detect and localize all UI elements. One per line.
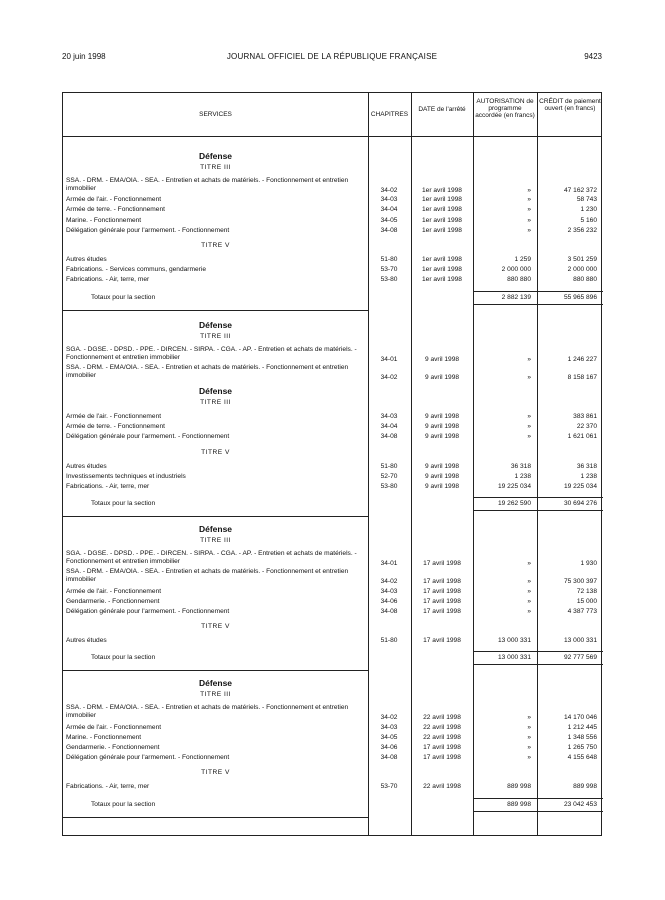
table-row [63, 412, 601, 421]
service-label: Armée de l'air. - Fonctionnement [66, 413, 162, 420]
credit-cell: 8 158 167 [567, 373, 597, 381]
total-rule [473, 291, 603, 292]
autorisation-cell: » [527, 413, 531, 420]
table-row [63, 472, 601, 481]
credit-cell: 58 743 [576, 196, 597, 204]
credit-cell: 15 000 [576, 597, 597, 605]
service-label: SSA. - DRM. - EMA/OIA. - SEA. - Entretien et achats de matériels. - Fonctionnement et entretien immobilier [66, 363, 349, 379]
table-row [63, 733, 601, 742]
table-row [63, 346, 601, 364]
autorisation-cell: » [527, 714, 531, 722]
total-row [63, 499, 601, 508]
table-row [63, 364, 601, 382]
autorisation-cell: » [527, 578, 531, 586]
total-rule [473, 651, 603, 652]
autorisation-cell: » [527, 733, 531, 741]
section-title: Défense [198, 386, 233, 396]
service-label: Délégation générale pour l'armement. - Fonctionnement [66, 608, 230, 615]
total-row [63, 293, 601, 302]
credit-cell: 5 160 [580, 216, 597, 224]
table-row [63, 568, 601, 586]
service-label: Fabrications. - Air, terre, mer [66, 483, 150, 490]
table-row [63, 265, 601, 274]
chapitre-cell: 53-70 [380, 266, 398, 274]
autorisation-cell: 1 259 [514, 256, 531, 263]
section-separator [63, 310, 368, 311]
autorisation-cell: » [527, 216, 531, 224]
total-rule [473, 664, 603, 665]
table-row [63, 432, 601, 441]
service-label: SGA. - DGSE. - DPSD. - PPE. - DIRCEN. - SIRPA. - CGA. - AP. - Entretien et achats de matériels. - Fonctionnement et entretien immobilier [66, 345, 357, 361]
autorisation-cell: » [527, 723, 531, 731]
chapitre-cell: 34-02 [380, 714, 398, 722]
date-cell: 1er avril 1998 [422, 276, 462, 284]
chapitre-cell: 34-06 [380, 597, 398, 605]
table-row [63, 607, 601, 616]
credit-cell: 75 300 397 [563, 578, 597, 586]
date-cell: 9 avril 1998 [424, 472, 460, 480]
service-label: Armée de l'air. - Fonctionnement [66, 196, 162, 204]
section-title: Défense [198, 678, 233, 689]
table-row [63, 753, 601, 762]
service-label: SSA. - DRM. - EMA/OIA. - SEA. - Entretien et achats de matériels. - Fonctionnement et entretien immobilier [66, 568, 349, 584]
total-credit: 23 042 453 [563, 800, 597, 808]
credit-cell: 4 387 773 [567, 608, 597, 615]
total-label: Totaux pour la section [91, 654, 156, 662]
credit-cell: 889 998 [573, 783, 597, 791]
section-title: Défense [198, 151, 233, 161]
total-label: Totaux pour la section [91, 293, 156, 301]
chapitre-cell: 34-08 [380, 608, 398, 615]
total-rule [473, 798, 603, 799]
chapitre-cell: 34-04 [380, 423, 398, 431]
credit-cell: 2 000 000 [567, 266, 597, 274]
titre-label: TITRE III [200, 164, 231, 171]
date-cell: 22 avril 1998 [423, 733, 461, 741]
total-rule [473, 497, 603, 498]
credit-cell: 1 212 445 [567, 723, 597, 731]
autorisation-cell: » [527, 608, 531, 615]
chapitre-cell: 34-05 [380, 733, 398, 741]
service-label: Autres études [66, 637, 107, 645]
chapitre-cell: 34-02 [380, 578, 398, 586]
service-label: Délégation générale pour l'armement. - Fonctionnement [66, 433, 230, 441]
table-row [63, 216, 601, 225]
credit-cell: 72 138 [576, 587, 597, 595]
credit-cell: 1 930 [580, 560, 597, 568]
date-cell: 17 avril 1998 [423, 608, 461, 615]
titre-label: TITRE III [200, 332, 231, 340]
chapitre-cell: 34-01 [380, 560, 398, 568]
credit-cell: 22 370 [576, 423, 597, 431]
date-cell: 9 avril 1998 [424, 462, 460, 470]
credit-cell: 1 621 061 [567, 433, 597, 441]
service-label: Gendarmerie. - Fonctionnement [66, 597, 160, 605]
chapitre-cell: 51-80 [380, 637, 398, 645]
titre-label: TITRE V [201, 242, 230, 249]
chapitre-cell: 34-02 [380, 187, 398, 194]
total-row [63, 653, 601, 662]
credit-cell: 36 318 [576, 462, 597, 470]
date-cell: 1er avril 1998 [422, 226, 462, 234]
chapitre-cell: 53-80 [380, 276, 398, 284]
header-autorisation: AUTORISATION de programme accordée (en francs) [475, 98, 535, 119]
credit-cell: 3 501 259 [567, 256, 597, 263]
credit-cell: 1 265 750 [567, 744, 597, 751]
service-label: Armée de terre. - Fonctionnement [66, 423, 165, 431]
date-cell: 17 avril 1998 [423, 560, 461, 568]
total-rule [473, 304, 603, 305]
table-row [63, 782, 601, 791]
table [62, 92, 602, 836]
section-separator [63, 516, 368, 517]
autorisation-cell: » [527, 423, 531, 431]
date-cell: 17 avril 1998 [423, 754, 461, 762]
autorisation-cell: » [527, 587, 531, 595]
service-label: Fabrications. - Air, terre, mer [66, 276, 150, 284]
section-title: Défense [198, 524, 233, 535]
total-autorisation: 2 882 139 [501, 293, 531, 301]
chapitre-cell: 53-80 [380, 483, 398, 490]
date-cell: 9 avril 1998 [424, 483, 460, 490]
total-row [63, 800, 601, 809]
service-label: Délégation générale pour l'armement. - Fonctionnement [66, 226, 230, 234]
autorisation-cell: » [527, 744, 531, 751]
titre-label: TITRE III [200, 537, 231, 545]
section-separator [63, 670, 368, 671]
header-chapitres: CHAPITRES [370, 111, 409, 118]
date-cell: 1er avril 1998 [422, 266, 462, 274]
service-label: Gendarmerie. - Fonctionnement [66, 744, 160, 751]
total-label: Totaux pour la section [91, 500, 156, 508]
service-label: SGA. - DGSE. - DPSD. - PPE. - DIRCEN. - SIRPA. - CGA. - AP. - Entretien et achats de matériels. - Fonctionnement et entretien immobilier [66, 550, 357, 566]
chapitre-cell: 34-05 [380, 216, 398, 224]
autorisation-cell: 880 880 [507, 276, 531, 284]
autorisation-cell: 889 998 [507, 783, 531, 791]
autorisation-cell: » [527, 187, 531, 194]
chapitre-cell: 34-02 [380, 373, 398, 381]
credit-cell: 2 356 232 [567, 226, 597, 234]
credit-cell: 880 880 [573, 276, 597, 284]
credit-cell: 1 230 [580, 206, 597, 214]
date-cell: 9 avril 1998 [424, 413, 460, 420]
table-row [63, 597, 601, 606]
table-row [63, 743, 601, 752]
chapitre-cell: 34-08 [380, 226, 398, 234]
chapitre-cell: 34-06 [380, 744, 398, 751]
service-label: Fabrications. - Services communs, gendarmerie [66, 266, 206, 274]
credit-cell: 383 861 [573, 413, 597, 420]
autorisation-cell: » [527, 196, 531, 204]
credit-cell: 13 000 331 [563, 637, 597, 645]
date-cell: 17 avril 1998 [423, 578, 461, 586]
service-label: Armée de terre. - Fonctionnement [66, 206, 165, 214]
journal-title: JOURNAL OFFICIEL DE LA RÉPUBLIQUE FRANÇAISE [226, 52, 438, 61]
autorisation-cell: » [527, 754, 531, 762]
chapitre-cell: 34-03 [380, 196, 398, 204]
autorisation-cell: » [527, 206, 531, 214]
titre-label: TITRE V [201, 623, 230, 631]
credit-cell: 19 225 034 [563, 483, 597, 490]
service-label: Armée de l'air. - Fonctionnement [66, 723, 162, 731]
table-row [63, 462, 601, 471]
total-rule [473, 510, 603, 511]
autorisation-cell: » [527, 355, 531, 363]
table-row [63, 422, 601, 431]
autorisation-cell: » [527, 433, 531, 441]
date-cell: 9 avril 1998 [424, 433, 460, 441]
date-cell: 9 avril 1998 [424, 423, 460, 431]
table-body [63, 93, 601, 835]
date-cell: 1er avril 1998 [422, 216, 462, 224]
credit-cell: 14 170 046 [563, 714, 597, 722]
header-services: SERVICES [199, 111, 232, 118]
chapitre-cell: 34-08 [380, 754, 398, 762]
table-row [63, 275, 601, 284]
chapitre-cell: 34-03 [380, 413, 398, 420]
autorisation-cell: 36 318 [510, 462, 531, 470]
date-cell: 9 avril 1998 [424, 355, 460, 363]
table-row [63, 723, 601, 732]
autorisation-cell: » [527, 373, 531, 381]
service-label: Autres études [66, 462, 107, 470]
chapitre-cell: 34-03 [380, 723, 398, 731]
credit-cell: 4 155 648 [567, 754, 597, 762]
total-credit: 55 965 896 [563, 293, 597, 301]
total-autorisation: 889 998 [507, 800, 531, 808]
chapitre-cell: 51-80 [380, 462, 398, 470]
autorisation-cell: » [527, 226, 531, 234]
service-label: Investissements techniques et industriels [66, 472, 186, 480]
titre-label: TITRE V [201, 448, 230, 456]
chapitre-cell: 34-01 [380, 355, 398, 363]
table-row [63, 482, 601, 491]
autorisation-cell: 13 000 331 [497, 637, 531, 645]
chapitre-cell: 51-80 [380, 256, 398, 263]
table-row [63, 636, 601, 645]
page-header [62, 52, 602, 64]
chapitre-cell: 53-70 [380, 783, 398, 791]
total-autorisation: 13 000 331 [497, 654, 531, 662]
page-number: 9423 [584, 52, 602, 61]
service-label: Marine. - Fonctionnement [66, 216, 142, 224]
table-row [63, 704, 601, 722]
date-cell: 1er avril 1998 [422, 206, 462, 214]
service-label: SSA. - DRM. - EMA/OIA. - SEA. - Entretien et achats de matériels. - Fonctionnement et entretien immobilier [66, 704, 349, 720]
table-row [63, 550, 601, 568]
service-label: Fabrications. - Air, terre, mer [66, 783, 150, 791]
date-cell: 9 avril 1998 [424, 373, 460, 381]
titre-label: TITRE V [201, 769, 230, 777]
table-row [63, 255, 601, 264]
total-credit: 92 777 569 [563, 654, 597, 662]
date-cell: 17 avril 1998 [423, 637, 461, 645]
chapitre-cell: 34-04 [380, 206, 398, 214]
titre-label: TITRE III [200, 691, 231, 699]
credit-cell: 1 348 556 [567, 733, 597, 741]
table-row [63, 195, 601, 204]
section-separator [63, 817, 368, 818]
credit-cell: 47 162 372 [563, 187, 597, 194]
table-row [63, 205, 601, 214]
service-label: Marine. - Fonctionnement [66, 733, 142, 741]
date-cell: 22 avril 1998 [423, 783, 461, 791]
credit-cell: 1 246 227 [567, 355, 597, 363]
header-credit: CRÉDIT de paiement ouvert (en francs) [539, 98, 601, 112]
autorisation-cell: 1 238 [514, 472, 531, 480]
autorisation-cell: 19 225 034 [497, 483, 531, 490]
date-cell: 22 avril 1998 [423, 723, 461, 731]
date-cell: 22 avril 1998 [423, 714, 461, 722]
total-rule [473, 811, 603, 812]
date-cell: 1er avril 1998 [422, 256, 462, 263]
date-cell: 17 avril 1998 [423, 597, 461, 605]
service-label: Armée de l'air. - Fonctionnement [66, 587, 162, 595]
table-row [63, 177, 601, 195]
autorisation-cell: » [527, 597, 531, 605]
page-date: 20 juin 1998 [62, 52, 106, 61]
total-credit: 30 694 276 [563, 500, 597, 508]
section-title: Défense [198, 319, 233, 330]
table-row [63, 226, 601, 235]
credit-cell: 1 238 [580, 472, 597, 480]
date-cell: 17 avril 1998 [423, 744, 461, 751]
date-cell: 1er avril 1998 [422, 187, 462, 194]
autorisation-cell: 2 000 000 [501, 266, 531, 274]
date-cell: 1er avril 1998 [422, 196, 462, 204]
titre-label: TITRE III [200, 399, 231, 406]
autorisation-cell: » [527, 560, 531, 568]
total-autorisation: 19 262 590 [497, 500, 531, 508]
chapitre-cell: 34-08 [380, 433, 398, 441]
header-date: DATE de l'arrêté [418, 106, 466, 113]
date-cell: 17 avril 1998 [423, 587, 461, 595]
table-row [63, 587, 601, 596]
total-label: Totaux pour la section [91, 800, 156, 808]
service-label: Autres études [66, 256, 107, 263]
chapitre-cell: 34-03 [380, 587, 398, 595]
chapitre-cell: 52-70 [380, 472, 398, 480]
service-label: Délégation générale pour l'armement. - Fonctionnement [66, 754, 230, 762]
service-label: SSA. - DRM. - EMA/OIA. - SEA. - Entretien et achats de matériels. - Fonctionnement et entretien immobilier [66, 177, 349, 192]
